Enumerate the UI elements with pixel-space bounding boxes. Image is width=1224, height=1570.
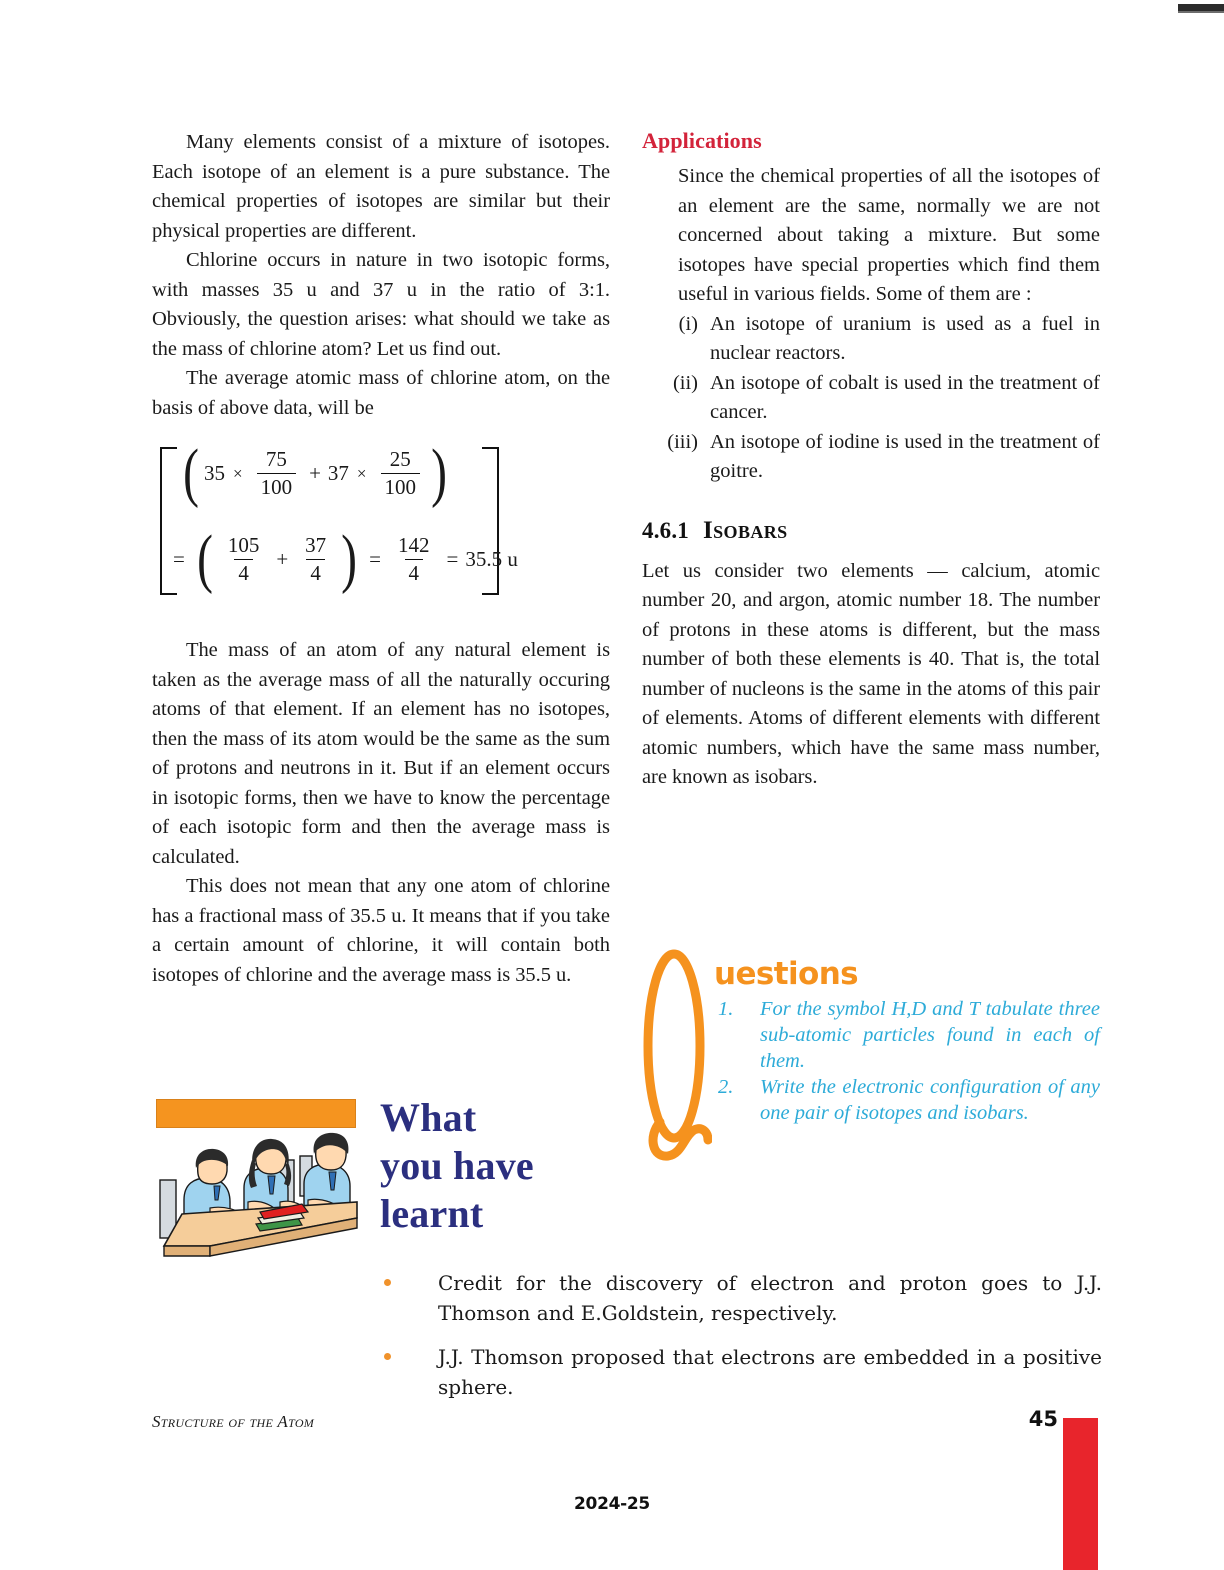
- formula-plus-1: +: [309, 461, 321, 485]
- fraction-denominator: 4: [306, 559, 325, 586]
- paragraph-chlorine-isotopic-forms: Chlorine occurs in nature in two isotopic forms, with masses 35 u and 37 u in the ratio of 3:1. Obviously, the question arises: what should we take as the mass of chlorine atom? Let us find out.: [152, 249, 610, 360]
- fraction-numerator: 105: [227, 533, 260, 557]
- roman-marker: (ii): [672, 371, 698, 394]
- list-item: [378, 1268, 1102, 1328]
- list-item: [714, 996, 1100, 1074]
- paragraph-isotopes-mixture: Many elements consist of a mixture of isotopes. Each isotope of an element is a pure substance. The chemical properties of isotopes are similar but their physical properties are different.: [152, 131, 610, 242]
- formula-equals-3: =: [446, 547, 459, 571]
- list-item-text: Credit for the discovery of electron and proton goes to J.J. Thomson and E.Goldstein, respectively.: [438, 1271, 1102, 1325]
- bullet-dot-icon: [384, 1353, 391, 1360]
- title-line-3: learnt: [380, 1191, 484, 1236]
- applications-list: [642, 310, 1100, 487]
- average-atomic-mass-formula: [152, 435, 610, 610]
- two-column-text-area: [152, 128, 1100, 1124]
- question-text: Write the electronic configuration of any one pair of isotopes and isobars.: [760, 1076, 1100, 1124]
- fraction-37-over-4: [301, 533, 330, 586]
- fraction-numerator: 25: [389, 447, 411, 471]
- roman-marker: (i): [678, 312, 698, 335]
- paragraph-mass-of-natural-element: The mass of an atom of any natural element is taken as the average mass of all the naturally occuring atoms of that element. If an element has no isotopes, then the mass of its atom would be the same as the sum of protons and neutrons in it. But if an element occurs in isotopic forms, then we have to know the percentage of each isotopic form and then the average mass is calculated.: [152, 639, 610, 868]
- fraction-numerator: 75: [265, 447, 287, 471]
- applications-intro-paragraph: Since the chemical properties of all the isotopes of an element are the same, normally we are not concerned about taking a mixture. But some isotopes have special properties which find them useful in various fields. Some of them are :: [678, 165, 1100, 305]
- isobars-section-heading: [642, 517, 1100, 545]
- running-head: Structure of the Atom: [152, 1412, 315, 1431]
- roman-marker: (iii): [667, 430, 698, 453]
- fraction-105-over-4: [224, 533, 264, 586]
- list-item-text: J.J. Thomson proposed that electrons are embedded in a positive sphere.: [438, 1345, 1102, 1399]
- fraction-numerator: 142: [398, 533, 430, 557]
- paragraph-fractional-mass-explanation: This does not mean that any one atom of chlorine has a fractional mass of 35.5 u. It means that if you take a certain amount of chlorine, it will contain both isotopes of chlorine and the average mass is 35.5 u.: [152, 875, 610, 986]
- questions-word-label: uestions: [714, 956, 859, 992]
- formula-equals-2: =: [369, 547, 381, 571]
- section-title: Isobars: [703, 516, 788, 544]
- students-at-desk-illustration: [152, 1128, 367, 1261]
- fraction-denominator: 100: [257, 473, 297, 500]
- formula-mass-35: 35: [203, 461, 225, 485]
- list-item-text: An isotope of iodine is used in the treatment of goitre.: [710, 430, 1100, 482]
- question-number: 2.: [718, 1076, 734, 1098]
- paragraph-average-atomic-mass-lead: The average atomic mass of chlorine atom, on the basis of above data, will be: [152, 367, 610, 419]
- formula-plus-2: +: [276, 547, 289, 571]
- fraction-denominator: 4: [405, 559, 424, 586]
- title-line-2: you have: [380, 1143, 534, 1188]
- fraction-numerator: 37: [305, 533, 327, 557]
- list-item: [642, 428, 1100, 487]
- formula-mass-37: 37: [327, 461, 349, 485]
- formula-times-1: ×: [232, 463, 243, 483]
- question-number: 1.: [718, 998, 734, 1020]
- list-item: [642, 310, 1100, 369]
- applications-heading: Applications: [642, 128, 762, 153]
- right-text-column: [642, 128, 1100, 793]
- fraction-75-over-100: [257, 447, 297, 500]
- bullet-dot-icon: [384, 1279, 391, 1286]
- section-number: 4.6.1: [642, 517, 689, 543]
- page-number: 45: [1028, 1407, 1058, 1431]
- title-line-1: What: [380, 1095, 477, 1140]
- year-stamp: 2024-25: [574, 1494, 650, 1514]
- formula-times-2: ×: [356, 463, 367, 483]
- what-you-have-learnt-header: [152, 1096, 1102, 1261]
- question-text: For the symbol H,D and T tabulate three sub-atomic particles found in each of them.: [760, 998, 1100, 1072]
- trim-mark: [1178, 4, 1224, 13]
- list-item: [378, 1342, 1102, 1402]
- left-text-column: [152, 128, 610, 990]
- isobars-body-paragraph: Let us consider two elements — calcium, atomic number 20, and argon, atomic number 18. The number of protons in these atoms is different, but the mass number of both these elements is 40. That is, the total number of nucleons is the same in the atoms of this pair of elements. Atoms of different elements with different atomic numbers, which have the same mass number, are known as isobars.: [642, 559, 1100, 788]
- formula-result-value: 35.5 u: [465, 547, 518, 571]
- what-you-have-learnt-section: [152, 1096, 1102, 1261]
- list-item: [642, 369, 1100, 428]
- list-item-text: An isotope of uranium is used as a fuel in nuclear reactors.: [710, 312, 1100, 364]
- list-item-text: An isotope of cobalt is used in the treatment of cancer.: [710, 371, 1100, 423]
- fraction-25-over-100: [381, 447, 421, 500]
- fraction-142-over-4: [394, 533, 434, 586]
- formula-equals-1: =: [173, 547, 185, 571]
- fraction-denominator: 4: [234, 559, 253, 586]
- formula-line-2: = ( $\frac{105}{4}$ + $\frac{37}{4}$ ) = $\frac{142}{4}$ = 35.5 u: [173, 521, 518, 595]
- fraction-denominator: 100: [381, 473, 421, 500]
- what-you-have-learnt-title: [380, 1094, 534, 1238]
- formula-line-1: ( 35 × $\frac{75}{100}$ + 37 × $\frac{25}{100}$ ): [183, 435, 447, 509]
- learnt-bullet-list: [378, 1268, 1102, 1416]
- orange-decorative-bar: [156, 1099, 356, 1128]
